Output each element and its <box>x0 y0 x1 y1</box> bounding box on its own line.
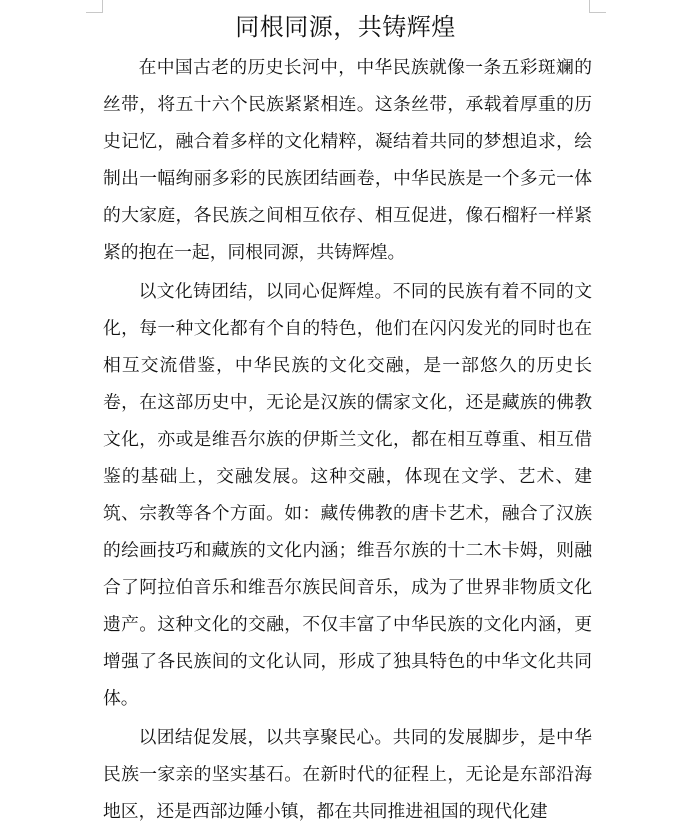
document-body <box>103 49 592 832</box>
paragraph: 在中国古老的历史长河中，中华民族就像一条五彩斑斓的丝带，将五十六个民族紧紧相连。这条丝带，承载着厚重的历史记忆，融合着多样的文化精粹，凝结着共同的梦想追求，绘制出一幅绚丽多彩的民族团结画卷，中华民族是一个多元一体的大家庭，各民族之间相互依存、相互促进，像石榴籽一样紧紧的抱在一起，同根同源，共铸辉煌。 <box>103 57 592 263</box>
paragraph: 以文化铸团结，以同心促辉煌。不同的民族有着不同的文化，每一种文化都有个自的特色，他们在闪闪发光的同时也在相互交流借鉴，中华民族的文化交融，是一部悠久的历史长卷，在这部历史中，无论是汉族的儒家文化，还是藏族的佛教文化，亦或是维吾尔族的伊斯兰文化，都在相互尊重、相互借鉴的基础上，交融发展。这种交融，体现在文学、艺术、建筑、宗教等各个方面。如：藏传佛教的唐卡艺术，融合了汉族的绘画技巧和藏族的文化内涵；维吾尔族的十二木卡姆，则融合了阿拉伯音乐和维吾尔族民间音乐，成为了世界非物质文化遗产。这种文化的交融，不仅丰富了中华民族的文化内涵，更增强了各民族间的文化认同，形成了独具特色的中华文化共同体。 <box>103 281 592 709</box>
paragraph: 以团结促发展，以共享聚民心。共同的发展脚步，是中华民族一家亲的坚实基石。在新时代的征程上，无论是东部沿海地区，还是西部边陲小镇，都在共同推进祖国的现代化建 <box>103 727 592 822</box>
document-title: 同根同源，共铸辉煌 <box>235 13 456 41</box>
